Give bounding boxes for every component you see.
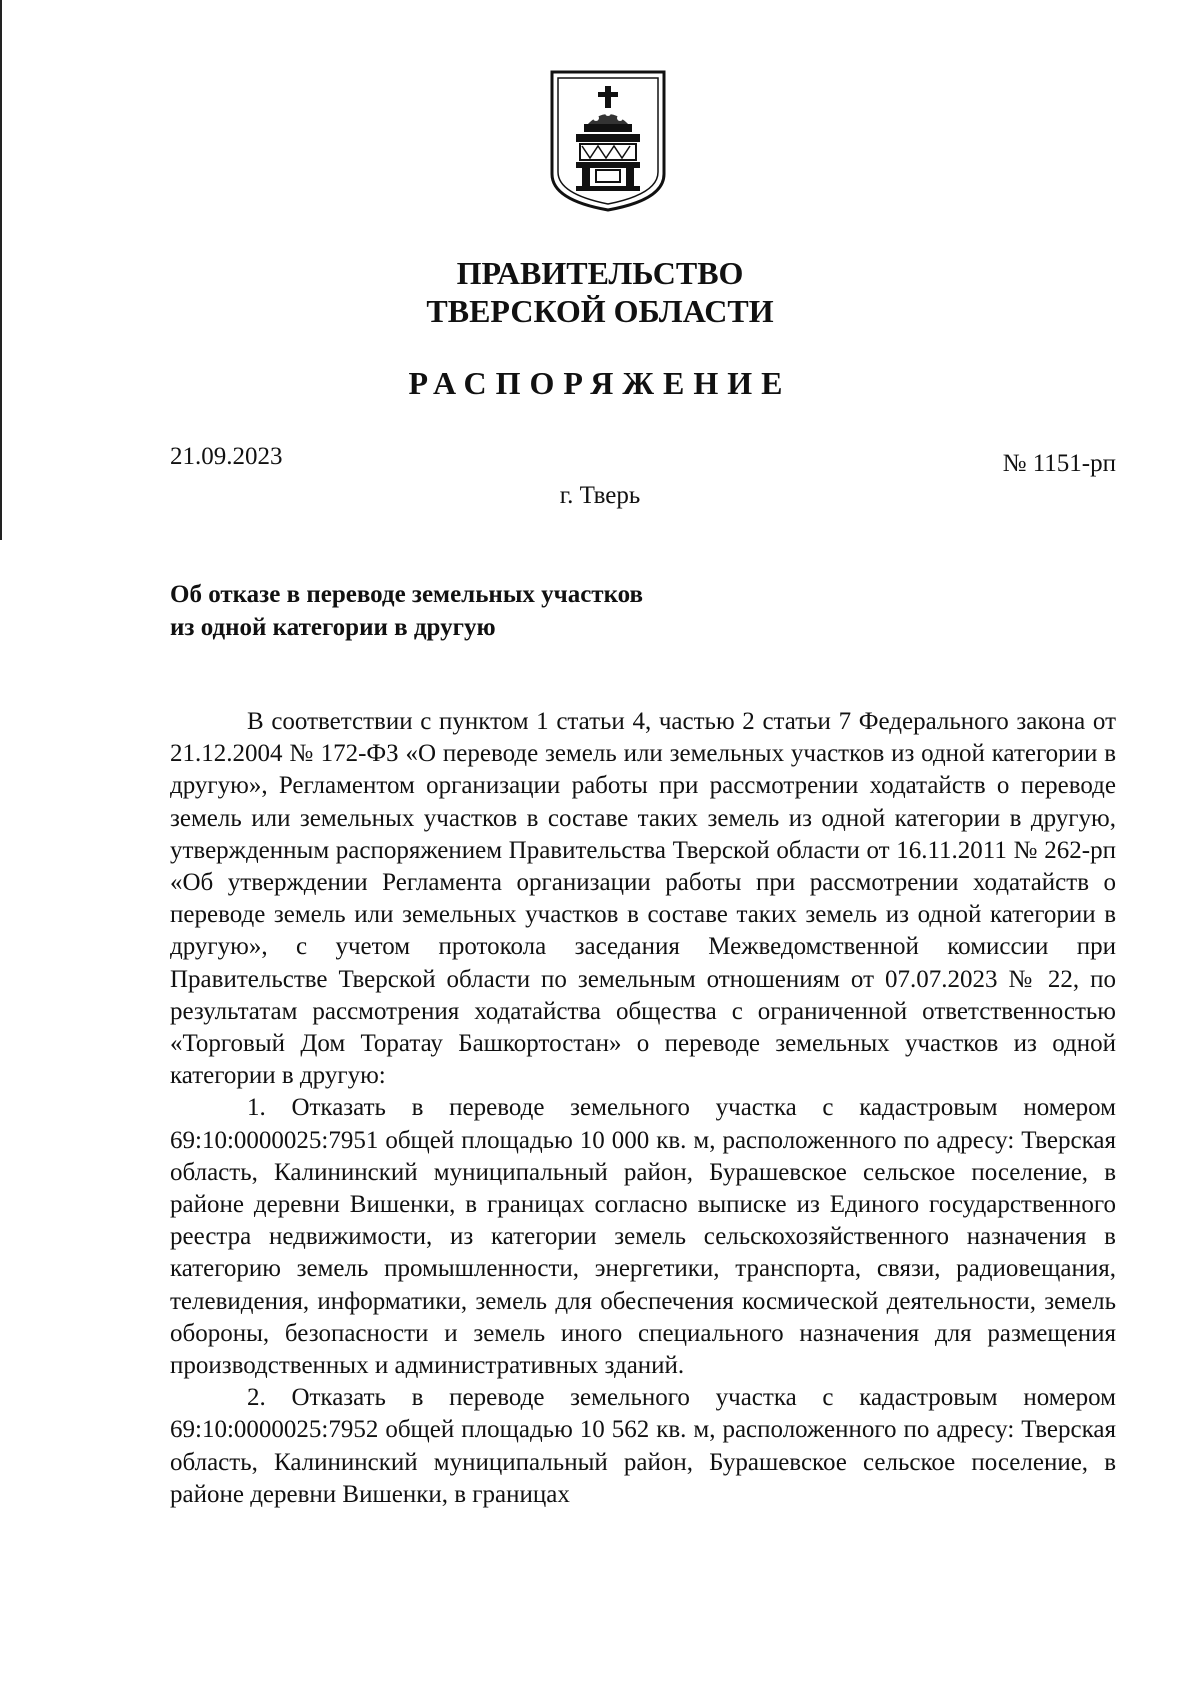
document-date: 21.09.2023 [170,443,283,470]
document-body [170,706,1116,1511]
tver-coat-of-arms-icon [546,66,670,214]
document-city: г. Тверь [559,482,641,509]
subject-line1: Об отказе в переводе земельных участков [170,581,644,608]
document-subject [170,578,643,644]
paragraph-intro: В соответствии с пунктом 1 статьи 4, частью 2 статьи 7 Федерального закона от 21.12.2004 № 172-ФЗ «О переводе земель или земельных участков из одной категории в другую», Регламентом организации работы при рассмотрении ходатайств о переводе земель или земельных участков в составе таких земель из одной категории в другую, утвержденным распоряжением Правительства Тверской области от 16.11.2011 № 262-рп «Об утверждении Регламента организации работы при рассмотрении ходатайств о переводе земель или земельных участков в составе таких земель из одной категории в другую», с учетом протокола заседания Межведомственной комиссии при Правительстве Тверской области по земельным отношениям от 07.07.2023 № 22, по результатам рассмотрения ходатайства общества с ограниченной ответственностью «Торговый Дом Торатау Башкортостан» о переводе земельных участков из одной категории в другую: [170,708,1116,1090]
document-number: № 1151-рп [1002,450,1116,477]
subject-line2: из одной категории в другую [170,614,496,641]
document-type-title: РАСПОРЯЖЕНИЕ [408,365,792,401]
paragraph-item-1: 1. Отказать в переводе земельного участка с кадастровым номером 69:10:0000025:7951 общей площадью 10 000 кв. м, расположенного по адресу: Тверская область, Калининский муниципальный район, Бурашевское сельское поселение, в районе деревни Вишенки, в границах согласно выписке из Единого государственного реестра недвижимости, из категории земель сельскохозяйственного назначения в категорию земель промышленности, энергетики, транспорта, связи, радиовещания, телевидения, информатики, земель для обеспечения космической деятельности, земель обороны, безопасности и земель иного специального назначения для размещения производственных и административных зданий. [170,1094,1116,1380]
government-name-line2: ТВЕРСКОЙ ОБЛАСТИ [426,293,774,329]
government-name-line1: ПРАВИТЕЛЬСТВО [456,255,744,291]
paragraph-item-2: 2. Отказать в переводе земельного участка с кадастровым номером 69:10:0000025:7952 общей площадью 10 562 кв. м, расположенного по адресу: Тверская область, Калининский муниципальный район, Бурашевское сельское поселение, в районе деревни Вишенки, в границах [170,1384,1116,1508]
